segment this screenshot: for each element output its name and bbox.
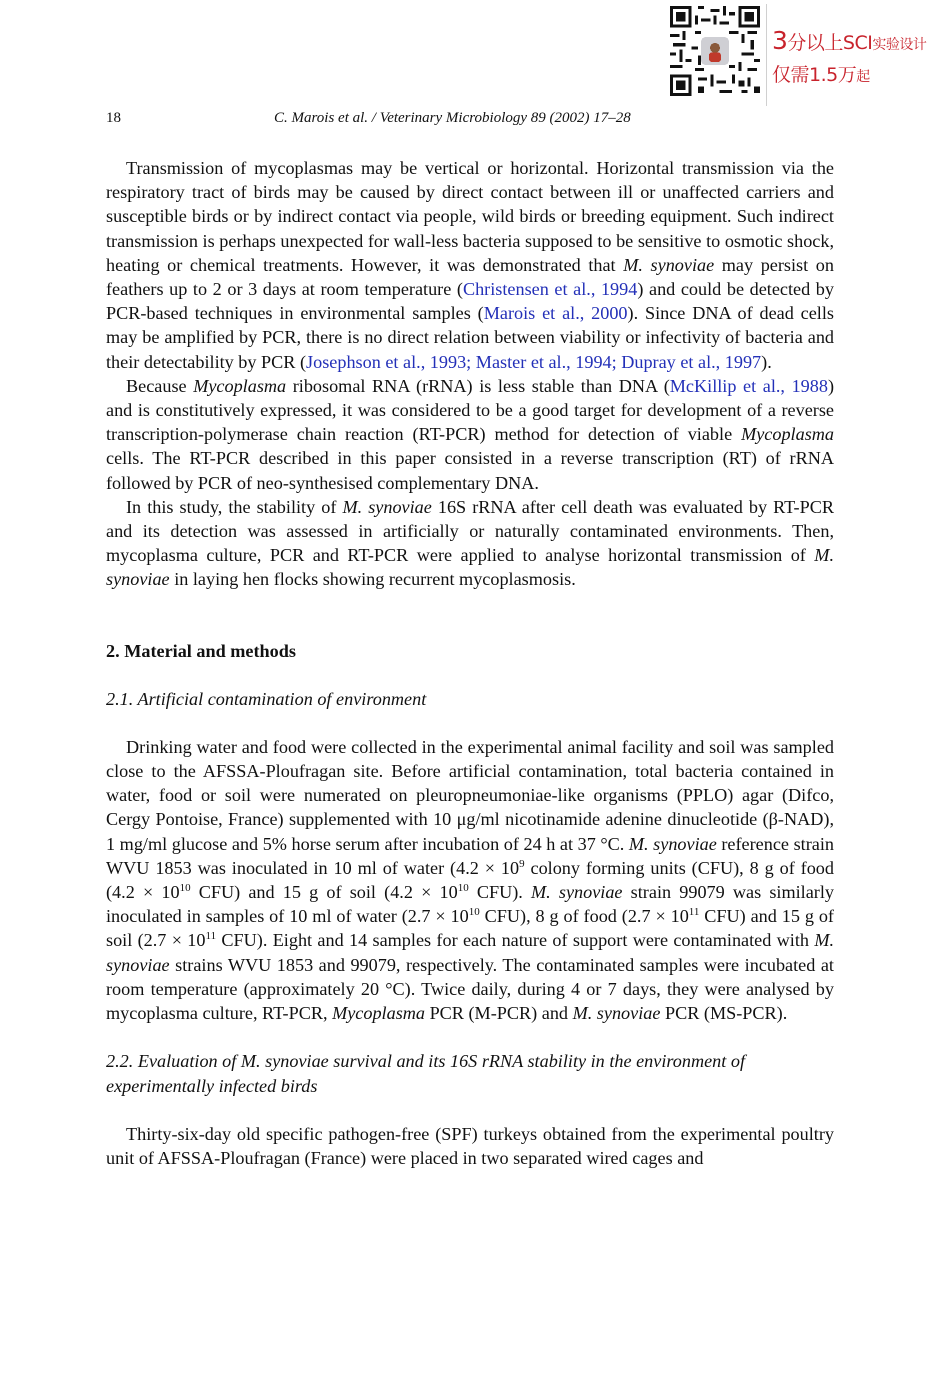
citation-link[interactable]: Marois et al., 2000 <box>483 303 628 324</box>
separator <box>766 4 767 106</box>
citation-link[interactable]: Christensen et al., 1994 <box>462 279 638 300</box>
article-body <box>106 156 834 1170</box>
journal-reference: C. Marois et al. / Veterinary Microbiology 89 (2002) 17–28 <box>274 110 631 126</box>
running-header <box>106 110 834 130</box>
subsection-heading: 2.2. Evaluation of M. synoviae survival and its 16S rRNA stability in the environment of experimentally infected birds <box>106 1051 746 1096</box>
paragraph-methods-2: Thirty-six-day old specific pathogen-free (SPF) turkeys obtained from the experimental poultry unit of AFSSA-Ploufragan (France) were placed in two separated wired cages and <box>106 1123 834 1168</box>
section-heading: 2. Material and methods <box>106 640 296 661</box>
paragraph-intro-3: In this study, the stability of M. synoviae 16S rRNA after cell death was evaluated by RT-PCR and its detection was assessed in artificially or naturally contaminated environments. Then, mycoplasma culture, PCR and RT-PCR were applied to analyse horizontal transmission of M. synoviae in laying hen flocks showing recurrent mycoplasmosis. <box>106 496 834 590</box>
citation-link[interactable]: Josephson et al., 1993; Master et al., 1994; Dupray et al., 1997 <box>306 351 762 372</box>
page-number: 18 <box>106 110 121 126</box>
paragraph-intro-2: Because Mycoplasma ribosomal RNA (rRNA) is less stable than DNA (McKillip et al., 1988) and is constitutively expressed, it was considered to be a good target for development of a reverse transcription-polymerase chain reaction (RT-PCR) method for detection of viable Mycoplasma cells. The RT-PCR described in this paper consisted in a reverse transcription (RT) of rRNA followed by PCR of neo-synthesised complementary DNA. <box>106 375 835 493</box>
paragraph-intro-1: Transmission of mycoplasmas may be vertical or horizontal. Horizontal transmission via the respiratory tract of birds may be caused by direct contact between ill or unaffected carriers and susceptible birds or by indirect contact via people, wild birds or breeding equipment. Such indirect transmission is perhaps unexpected for wall-less bacteria supposed to be sensitive to osmotic shock, heating or chemical treatments. However, it was demonstrated that M. synoviae may persist on feathers up to 2 or 3 days at room temperature (Christensen et al., 1994) and could be detected by PCR-based techniques in environmental samples (Marois et al., 2000). Since DNA of dead cells may be amplified by PCR, there is no direct relation between viability or infectivity of bacteria and their detectability by PCR (Josephson et al., 1993; Master et al., 1994; Dupray et al., 1997). <box>106 158 834 372</box>
ad-price[interactable]: 仅需1.5万起 <box>772 64 870 86</box>
citation-link[interactable]: McKillip et al., 1988 <box>669 375 828 396</box>
ad-headline[interactable]: 3分以上SCI实验设计 <box>772 26 927 55</box>
subsection-heading: 2.1. Artificial contamination of environment <box>106 688 427 709</box>
paragraph-methods-1: Drinking water and food were collected in the experimental animal facility and soil was sampled close to the AFSSA-Ploufragan site. Before artificial contamination, total bacteria contained in water, food or soil were numerated on pleuropneumoniae-like organisms (PPLO) agar (Difco, Cergy Pontoise, France) supplemented with 10 μg/ml nicotinamide adenine dinucleotide (β-NAD), 1 mg/ml glucose and 5% horse serum after incubation of 24 h at 37 °C. M. synoviae reference strain WVU 1853 was inoculated in 10 ml of water ($4.2 \times 10^9$ colony forming units (CFU), 8 g of food ($4.2 \times 10^{10}$ CFU) and 15 g of soil ($4.2 \times 10^{10}$ CFU). M. synoviae strain 99079 was similarly inoculated in samples of 10 ml of water ($2.7 \times 10^{10}$ CFU), 8 g of food ($2.7 \times 10^{11}$ CFU) and 15 g of soil ($2.7 \times 10^{11}$ CFU). Eight and 14 samples for each nature of support were contaminated with M. synoviae strains WVU 1853 and 99079, respectively. The contaminated samples were incubated at room temperature (approximately 20 °C). Twice daily, during 4 or 7 days, they were analysed by mycoplasma culture, RT-PCR, Mycoplasma PCR (M-PCR) and M. synoviae PCR (MS-PCR). <box>106 736 835 1024</box>
qr-code-icon[interactable] <box>670 6 760 96</box>
advertisement-banner[interactable] <box>670 4 950 104</box>
